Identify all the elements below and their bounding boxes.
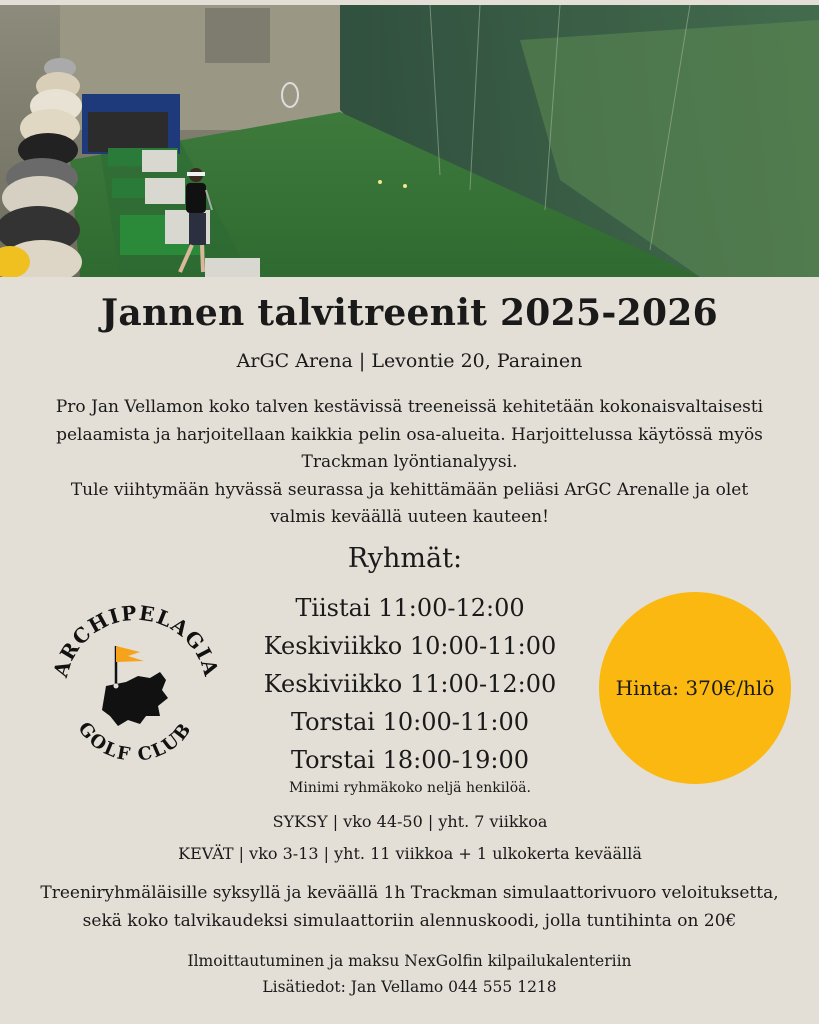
intro-line: Tule viihtymään hyvässä seurassa ja kehittämään peliäsi ArGC Arenalle ja olet [70,479,749,500]
logo-bottom-text: GOLF CLUB [73,718,197,766]
intro-line: Trackman lyöntianalyysi. [301,452,518,472]
island-icon [102,672,168,726]
schedule-slot: Keskiviikko 11:00-12:00 [263,670,557,698]
svg-text:ARCHIPELAGIA [48,601,218,681]
intro-line: valmis keväällä uuteen kauteen! [270,507,549,527]
club-logo [48,598,218,778]
autumn-season: SYKSY | vko 44-50 | yht. 7 viikkoa [272,812,548,831]
intro-line: pelaamista ja harjoitellaan kaikkia pelin osa-alueita. Harjoittelussa käytössä myös [56,424,763,445]
signup-line: Ilmoittautuminen ja maksu NexGolfin kilpailukalenteriin [187,952,632,970]
schedule-slot: Tiistai 11:00-12:00 [295,594,525,622]
schedule-list [230,589,590,779]
hero-photo [0,0,819,277]
logo-top-text: ARCHIPELAGI [48,600,218,680]
price-label: Hinta: 370€/hlö [615,676,775,700]
perks-line: Treeniryhmäläisille syksyllä ja keväällä 1h Trackman simulaattorivuoro veloituksetta, [40,883,779,903]
page-title: Jannen talvitreenit 2025-2026 [101,292,718,334]
schedule-slot: Keskiviikko 10:00-11:00 [263,632,557,660]
intro-line: Pro Jan Vellamon koko talven kestävissä treeneissä kehitetään kokonaisvaltaisesti [55,397,764,417]
intro-text [20,394,799,532]
venue-address: ArGC Arena | Levontie 20, Parainen [236,350,583,372]
archipelagia-logo [48,598,218,778]
svg-text:GOLF CLUB [74,718,197,766]
groups-heading: Ryhmät: [347,543,463,574]
signup-info [100,948,719,1000]
schedule-slot: Torstai 18:00-19:00 [290,746,530,774]
price-badge [599,592,791,784]
min-group-size: Minimi ryhmäkoko neljä henkilöä. [289,780,531,796]
flag-icon [116,646,144,662]
spring-season: KEVÄT | vko 3-13 | yht. 11 viikkoa + 1 ulkokerta keväällä [178,844,642,863]
contact-line: Lisätiedot: Jan Vellamo 044 555 1218 [262,978,557,996]
perks-line: sekä koko talvikaudeksi simulaattoriin alennuskoodi, jolla tuntihinta on 20€ [82,911,737,931]
driving-range-illustration [0,0,819,277]
perks-text [10,879,809,935]
schedule-slot: Torstai 10:00-11:00 [290,708,530,736]
